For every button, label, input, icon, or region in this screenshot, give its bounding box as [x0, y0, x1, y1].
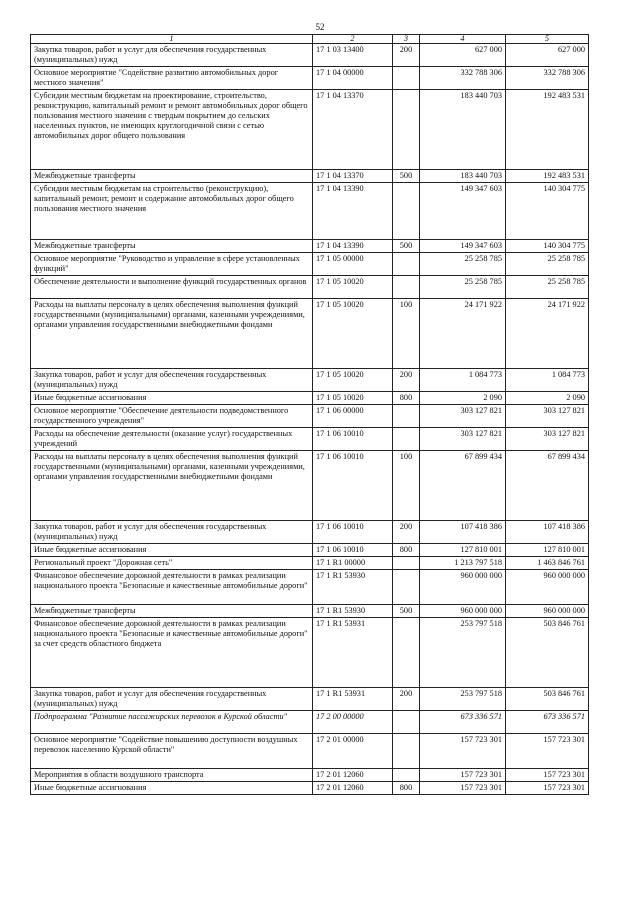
- row-expense-type: 200: [393, 369, 420, 392]
- table-row: [31, 405, 589, 428]
- row-name: Подпрограмма "Развитие пассажирских перевозок в Курской области": [31, 711, 313, 734]
- row-code: 17 2 01 00000: [313, 734, 393, 769]
- row-amount-2: 503 846 761: [506, 688, 589, 711]
- row-expense-type: [393, 557, 420, 570]
- row-name: Межбюджетные трансферты: [31, 170, 313, 183]
- row-name: Основное мероприятие "Содействие повышению доступности воздушных перевозок населению Курской области": [31, 734, 313, 769]
- row-amount-1: 157 723 301: [420, 782, 506, 795]
- row-amount-2: 960 000 000: [506, 605, 589, 618]
- row-code: 17 1 03 13400: [313, 44, 393, 67]
- row-name: Субсидии местным бюджетам на строительство (реконструкцию), капитальный ремонт, ремонт и содержание автомобильных дорог общего пользования местного значения: [31, 183, 313, 240]
- row-name: Обеспечение деятельности и выполнение функций государственных органов: [31, 276, 313, 299]
- row-expense-type: 800: [393, 544, 420, 557]
- table-row: [31, 170, 589, 183]
- row-amount-1: 183 440 703: [420, 170, 506, 183]
- row-name: Иные бюджетные ассигнования: [31, 782, 313, 795]
- table-row: [31, 769, 589, 782]
- row-code: 17 1 05 10020: [313, 392, 393, 405]
- table-row: [31, 605, 589, 618]
- row-code: 17 1 06 00000: [313, 405, 393, 428]
- row-amount-1: 127 810 001: [420, 544, 506, 557]
- row-amount-2: 673 336 571: [506, 711, 589, 734]
- row-name: Иные бюджетные ассигнования: [31, 544, 313, 557]
- row-amount-1: 303 127 821: [420, 405, 506, 428]
- row-amount-2: 127 810 001: [506, 544, 589, 557]
- row-name: Иные бюджетные ассигнования: [31, 392, 313, 405]
- row-amount-2: 303 127 821: [506, 405, 589, 428]
- page-number: 52: [315, 22, 325, 32]
- row-amount-1: 1 084 773: [420, 369, 506, 392]
- row-code: 17 1 05 10020: [313, 369, 393, 392]
- row-name: Субсидии местным бюджетам на проектирование, строительство, реконструкцию, капитальный ремонт и ремонт автомобильных дорог общего пользования местного значения с твердым покрытием до сельских населенных пунктов, не имеющих круглогодичной связи с сетью автомобильных дорог общего пользования: [31, 90, 313, 170]
- column-number-5: 5: [506, 35, 589, 44]
- table-row: [31, 688, 589, 711]
- row-amount-2: 1 463 846 761: [506, 557, 589, 570]
- row-name: Закупка товаров, работ и услуг для обеспечения государственных (муниципальных) нужд: [31, 688, 313, 711]
- row-expense-type: 200: [393, 521, 420, 544]
- row-amount-1: 960 000 000: [420, 570, 506, 605]
- row-amount-1: 149 347 603: [420, 183, 506, 240]
- row-expense-type: [393, 734, 420, 769]
- row-expense-type: [393, 276, 420, 299]
- table-row: [31, 44, 589, 67]
- row-name: Основное мероприятие "Руководство и управление в сфере установленных функций": [31, 253, 313, 276]
- row-name: Основное мероприятие "Содействие развитию автомобильных дорог местного значения": [31, 67, 313, 90]
- row-amount-2: 960 000 000: [506, 570, 589, 605]
- row-amount-1: 183 440 703: [420, 90, 506, 170]
- row-amount-2: 303 127 821: [506, 428, 589, 451]
- row-expense-type: 200: [393, 688, 420, 711]
- column-number-row: [31, 35, 589, 44]
- row-amount-2: 192 483 531: [506, 90, 589, 170]
- row-amount-2: 157 723 301: [506, 782, 589, 795]
- row-amount-2: 2 090: [506, 392, 589, 405]
- row-amount-2: 67 899 434: [506, 451, 589, 521]
- row-amount-2: 627 000: [506, 44, 589, 67]
- row-name: Финансовое обеспечение дорожной деятельности в рамках реализации национального проекта "Безопасные и качественные автомобильные дороги" за счет средств областного бюджета: [31, 618, 313, 688]
- row-expense-type: 800: [393, 782, 420, 795]
- row-code: 17 1 R1 53931: [313, 688, 393, 711]
- row-name: Межбюджетные трансферты: [31, 605, 313, 618]
- row-amount-2: 25 258 785: [506, 276, 589, 299]
- row-amount-1: 253 797 518: [420, 618, 506, 688]
- table-row: [31, 369, 589, 392]
- row-amount-1: 25 258 785: [420, 276, 506, 299]
- row-amount-2: 1 084 773: [506, 369, 589, 392]
- row-amount-2: 157 723 301: [506, 734, 589, 769]
- row-name: Расходы на обеспечение деятельности (оказание услуг) государственных учреждений: [31, 428, 313, 451]
- row-code: 17 1 05 00000: [313, 253, 393, 276]
- row-expense-type: [393, 405, 420, 428]
- row-amount-2: 140 304 775: [506, 183, 589, 240]
- table-row: [31, 428, 589, 451]
- row-amount-2: 157 723 301: [506, 769, 589, 782]
- row-amount-1: 332 788 306: [420, 67, 506, 90]
- row-name: Финансовое обеспечение дорожной деятельности в рамках реализации национального проекта "Безопасные и качественные автомобильные дороги": [31, 570, 313, 605]
- row-name: Закупка товаров, работ и услуг для обеспечения государственных (муниципальных) нужд: [31, 44, 313, 67]
- row-expense-type: [393, 711, 420, 734]
- row-amount-1: 253 797 518: [420, 688, 506, 711]
- row-name: Закупка товаров, работ и услуг для обеспечения государственных (муниципальных) нужд: [31, 521, 313, 544]
- row-code: 17 1 06 10010: [313, 451, 393, 521]
- row-code: 17 1 04 13370: [313, 170, 393, 183]
- row-amount-2: 107 418 386: [506, 521, 589, 544]
- table-row: [31, 240, 589, 253]
- table-row: [31, 90, 589, 170]
- row-expense-type: [393, 90, 420, 170]
- table-row: [31, 711, 589, 734]
- row-code: 17 1 04 13370: [313, 90, 393, 170]
- budget-table: [30, 34, 589, 795]
- row-code: 17 1 R1 53931: [313, 618, 393, 688]
- table-row: [31, 734, 589, 769]
- column-number-1: 1: [31, 35, 313, 44]
- row-expense-type: 100: [393, 451, 420, 521]
- row-expense-type: 200: [393, 44, 420, 67]
- table-row: [31, 276, 589, 299]
- table-row: [31, 782, 589, 795]
- table-row: [31, 253, 589, 276]
- row-code: 17 1 04 13390: [313, 183, 393, 240]
- row-code: 17 2 00 00000: [313, 711, 393, 734]
- row-code: 17 2 01 12060: [313, 782, 393, 795]
- row-expense-type: 500: [393, 240, 420, 253]
- row-expense-type: [393, 428, 420, 451]
- row-amount-1: 67 899 434: [420, 451, 506, 521]
- row-amount-1: 157 723 301: [420, 769, 506, 782]
- column-number-2: 2: [313, 35, 393, 44]
- row-amount-1: 24 171 922: [420, 299, 506, 369]
- table-row: [31, 183, 589, 240]
- row-expense-type: 800: [393, 392, 420, 405]
- table-row: [31, 521, 589, 544]
- row-amount-1: 149 347 603: [420, 240, 506, 253]
- row-amount-1: 107 418 386: [420, 521, 506, 544]
- row-code: 17 1 05 10020: [313, 299, 393, 369]
- row-amount-1: 303 127 821: [420, 428, 506, 451]
- row-amount-2: 140 304 775: [506, 240, 589, 253]
- table-row: [31, 67, 589, 90]
- row-code: 17 1 R1 53930: [313, 605, 393, 618]
- row-name: Закупка товаров, работ и услуг для обеспечения государственных (муниципальных) нужд: [31, 369, 313, 392]
- row-name: Межбюджетные трансферты: [31, 240, 313, 253]
- row-expense-type: [393, 67, 420, 90]
- row-code: 17 1 06 10010: [313, 521, 393, 544]
- row-expense-type: 500: [393, 605, 420, 618]
- row-name: Расходы на выплаты персоналу в целях обеспечения выполнения функций государственными (муниципальными) органами, казенными учреждениями, органами управления государственными внебюджетными фондами: [31, 299, 313, 369]
- row-amount-1: 627 000: [420, 44, 506, 67]
- row-amount-2: 192 483 531: [506, 170, 589, 183]
- row-amount-1: 960 000 000: [420, 605, 506, 618]
- row-amount-2: 24 171 922: [506, 299, 589, 369]
- row-expense-type: [393, 183, 420, 240]
- table-row: [31, 618, 589, 688]
- row-amount-2: 25 258 785: [506, 253, 589, 276]
- row-name: Региональный проект "Дорожная сеть": [31, 557, 313, 570]
- row-amount-1: 25 258 785: [420, 253, 506, 276]
- row-expense-type: [393, 253, 420, 276]
- row-amount-1: 157 723 301: [420, 734, 506, 769]
- row-name: Основное мероприятие "Обеспечение деятельности подведомственного государственного учреждения": [31, 405, 313, 428]
- row-amount-1: 2 090: [420, 392, 506, 405]
- row-code: 17 1 04 13390: [313, 240, 393, 253]
- row-expense-type: 100: [393, 299, 420, 369]
- table-row: [31, 544, 589, 557]
- row-amount-1: 1 213 797 518: [420, 557, 506, 570]
- row-code: 17 1 R1 53930: [313, 570, 393, 605]
- row-name: Мероприятия в области воздушного транспорта: [31, 769, 313, 782]
- table-row: [31, 570, 589, 605]
- row-code: 17 1 04 00000: [313, 67, 393, 90]
- budget-table-body: [31, 44, 589, 795]
- table-row: [31, 557, 589, 570]
- row-code: 17 2 01 12060: [313, 769, 393, 782]
- row-name: Расходы на выплаты персоналу в целях обеспечения выполнения функций государственными (муниципальными) органами, казенными учреждениями, органами управления государственными внебюджетными фондами: [31, 451, 313, 521]
- row-amount-1: 673 336 571: [420, 711, 506, 734]
- row-expense-type: [393, 618, 420, 688]
- column-number-4: 4: [420, 35, 506, 44]
- table-row: [31, 451, 589, 521]
- row-code: 17 1 R1 00000: [313, 557, 393, 570]
- row-amount-2: 332 788 306: [506, 67, 589, 90]
- table-row: [31, 392, 589, 405]
- row-expense-type: 500: [393, 170, 420, 183]
- row-expense-type: [393, 769, 420, 782]
- row-expense-type: [393, 570, 420, 605]
- row-code: 17 1 05 10020: [313, 276, 393, 299]
- row-amount-2: 503 846 761: [506, 618, 589, 688]
- row-code: 17 1 06 10010: [313, 428, 393, 451]
- column-number-3: 3: [393, 35, 420, 44]
- table-row: [31, 299, 589, 369]
- row-code: 17 1 06 10010: [313, 544, 393, 557]
